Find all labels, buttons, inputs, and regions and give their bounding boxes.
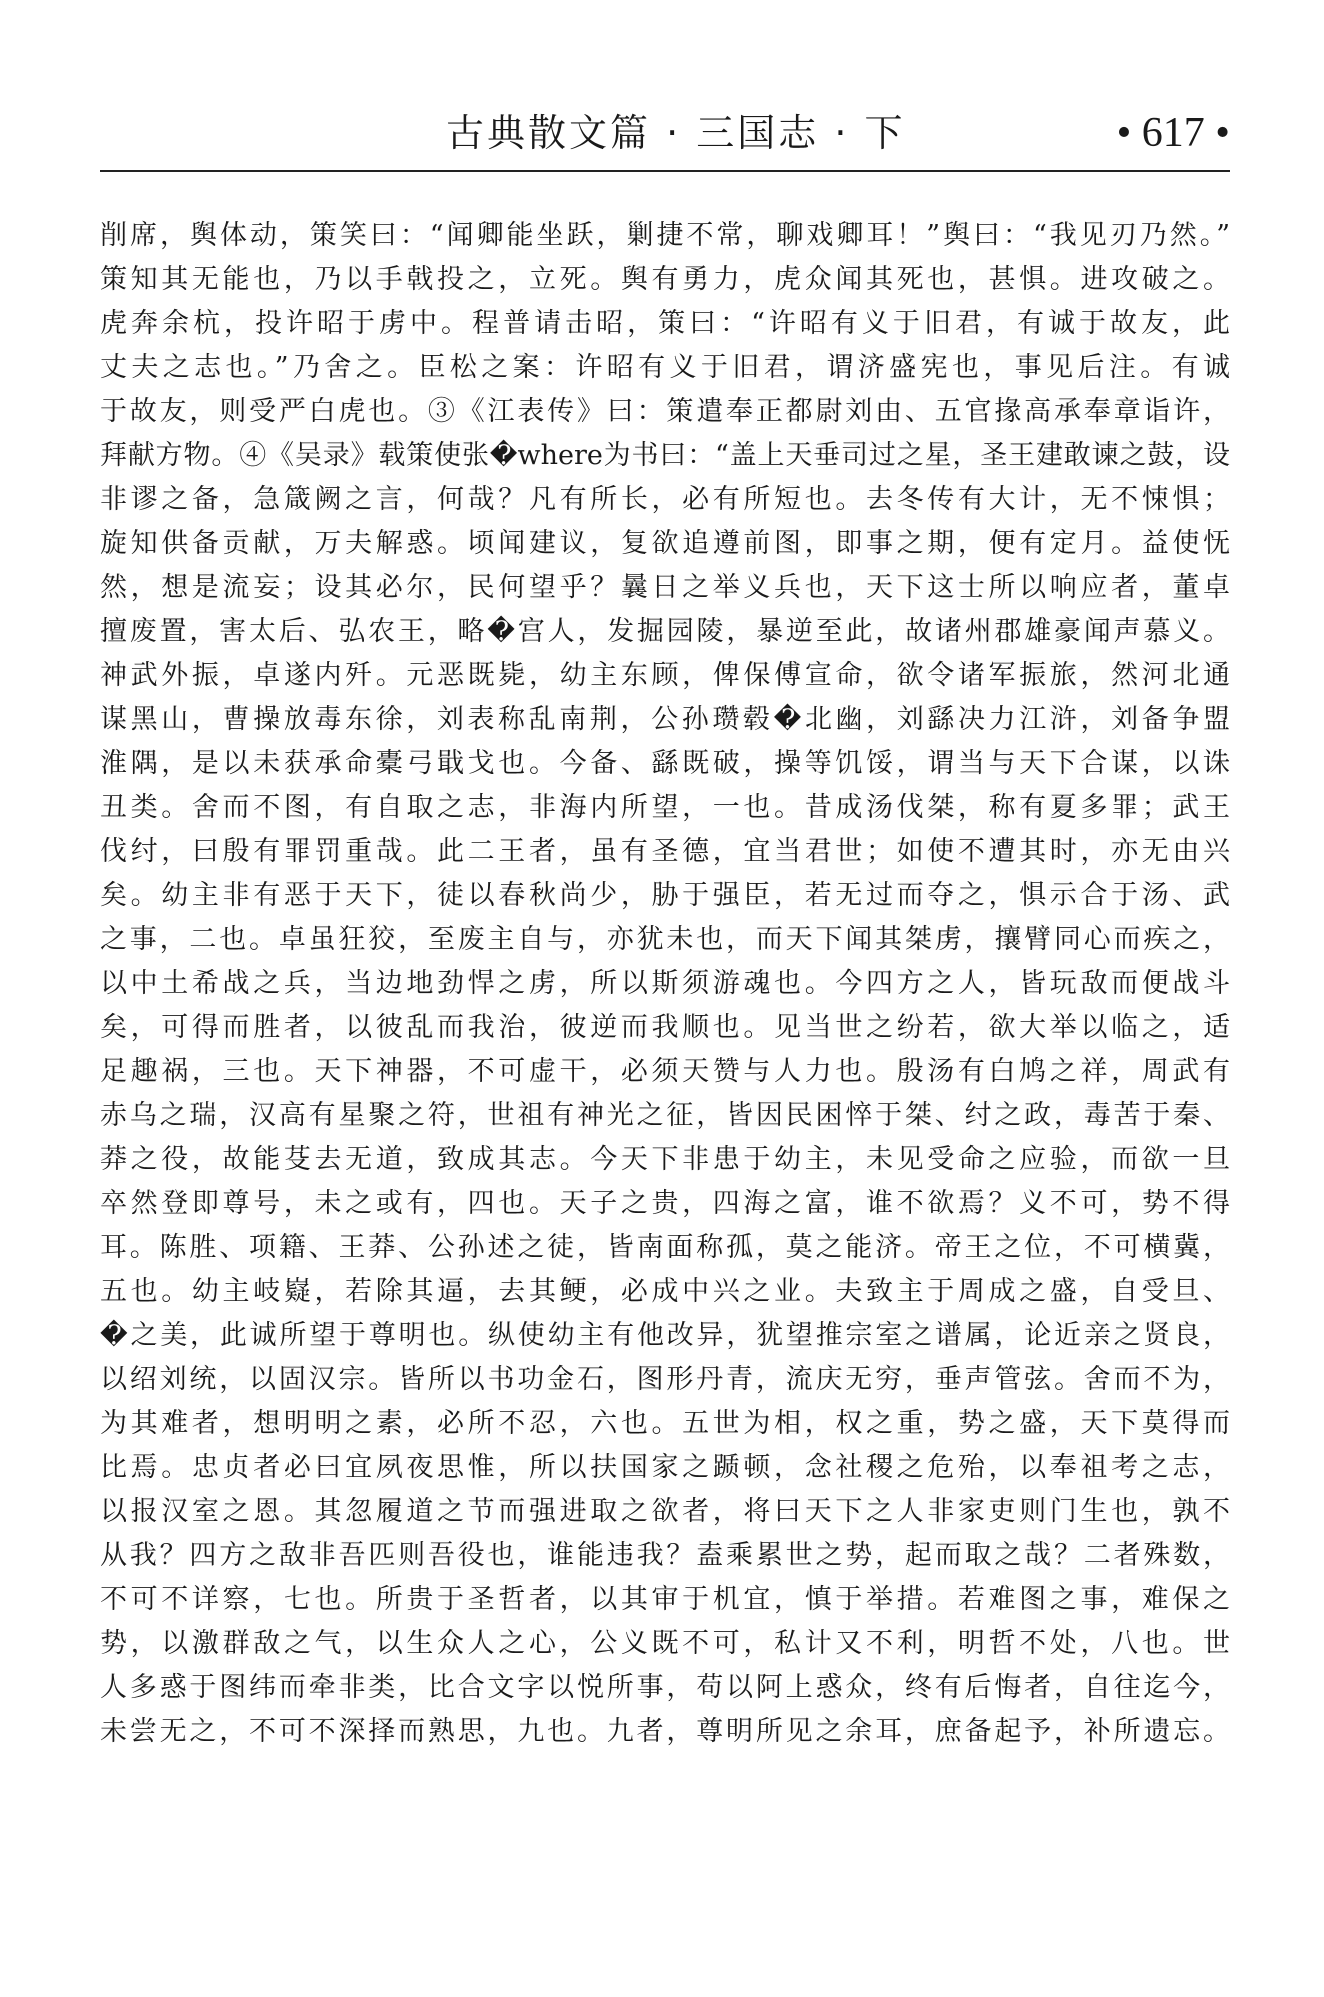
text-line: 比焉。忠贞者必曰宜夙夜思惟，所以扶国家之踬顿，念社稷之危殆，以奉祖考之志， <box>100 1452 1230 1483</box>
text-line: 非谬之备，急箴阙之言，何哉？凡有所长，必有所短也。去冬传有大计，无不悚惧； <box>100 484 1230 515</box>
text-line: 五也。幼主岐嶷，若除其逼，去其鲠，必成中兴之业。夫致主于周成之盛，自受旦、 <box>100 1276 1230 1307</box>
text-line: 然，想是流妄；设其必尔，民何望乎？曩日之举义兵也，天下这士所以响应者，董卓 <box>100 572 1230 603</box>
text-line: 神武外振，卓遂内歼。元恶既毙，幼主东顾，俾保傅宣命，欲令诸军振旅，然河北通 <box>100 660 1230 691</box>
text-line: 旋知供备贡献，万夫解惑。顷闻建议，复欲追遵前图，即事之期，便有定月。益使怃 <box>100 528 1230 559</box>
text-line: 谋黑山，曹操放毒东徐，刘表称乱南荆，公孙瓒毂�北幽，刘繇决力江浒，刘备争盟 <box>100 704 1230 735</box>
running-title: 古典散文篇 · 三国志 · 下 <box>446 111 906 155</box>
text-line: 未尝无之，不可不深择而熟思，九也。九者，尊明所见之余耳，庶备起予，补所遗忘。 <box>100 1716 1230 1747</box>
text-line: 不可不详察，七也。所贵于圣哲者，以其审于机宜，慎于举措。若难图之事，难保之 <box>100 1584 1230 1615</box>
page-header <box>100 100 1230 172</box>
text-line: 丑类。舍而不图，有自取之志，非海内所望，一也。昔成汤伐桀，称有夏多罪；武王 <box>100 792 1230 823</box>
text-line: 从我？四方之敌非吾匹则吾役也，谁能违我？盍乘累世之势，起而取之哉？二者殊数， <box>100 1540 1230 1571</box>
text-line: �之美，此诚所望于尊明也。纵使幼主有他改异，犹望推宗室之谱属，论近亲之贤良， <box>100 1320 1230 1351</box>
text-line: 莽之役，故能芟去无道，致成其志。今天下非患于幼主，未见受命之应验，而欲一旦 <box>100 1144 1230 1175</box>
text-line: 矣。幼主非有恶于天下，徒以春秋尚少，胁于强臣，若无过而夺之，惧示合于汤、武 <box>100 880 1230 911</box>
text-line: 人多惑于图纬而牵非类，比合文字以悦所事，苟以阿上惑众，终有后悔者，自往迄今， <box>100 1672 1230 1703</box>
text-line: 以中土希战之兵，当边地劲悍之虏，所以斯须游魂也。今四方之人，皆玩敌而便战斗 <box>100 968 1230 999</box>
text-line: 拜献方物。④《吴录》载策使张�where为书曰：“盖上天垂司过之星，圣王建敢谏之鼓，设 <box>100 440 1230 471</box>
text-line: 矣，可得而胜者，以彼乱而我治，彼逆而我顺也。见当世之纷若，欲大举以临之，适 <box>100 1012 1230 1043</box>
header-rule <box>100 170 1230 172</box>
text-line: 以报汉室之恩。其忽履道之节而强进取之欲者，将曰天下之人非家吏则门生也，孰不 <box>100 1496 1230 1527</box>
text-line: 擅废置，害太后、弘农王，略�宫人，发掘园陵，暴逆至此，故诸州郡雄豪闻声慕义。 <box>100 616 1230 647</box>
text-line: 伐纣，曰殷有罪罚重哉。此二王者，虽有圣德，宜当君世；如使不遭其时，亦无由兴 <box>100 836 1230 867</box>
text-line: 势，以激群敌之气，以生众人之心，公义既不可，私计又不利，明哲不处，八也。世 <box>100 1628 1230 1659</box>
page-number: • 617 • <box>1116 110 1230 156</box>
text-line: 以绍刘统，以固汉宗。皆所以书功金石，图形丹青，流庆无穷，垂声管弦。舍而不为， <box>100 1364 1230 1395</box>
text-line: 削席，舆体动，策笑曰：“闻卿能坐跃，剿捷不常，聊戏卿耳！”舆曰：“我见刃乃然。” <box>100 220 1230 251</box>
text-line: 丈夫之志也。”乃舍之。臣松之案：许昭有义于旧君，谓济盛宪也，事见后注。有诚 <box>100 352 1230 383</box>
text-line: 淮隅，是以未获承命橐弓戢戈也。今备、繇既破，操等饥馁，谓当与天下合谋，以诛 <box>100 748 1230 779</box>
body-text <box>100 214 1230 1754</box>
text-line: 赤乌之瑞，汉高有星聚之符，世祖有神光之征，皆因民困悴于桀、纣之政，毒苦于秦、 <box>100 1100 1230 1131</box>
text-line: 为其难者，想明明之素，必所不忍，六也。五世为相，权之重，势之盛，天下莫得而 <box>100 1408 1230 1439</box>
text-line: 策知其无能也，乃以手戟投之，立死。舆有勇力，虎众闻其死也，甚惧。进攻破之。 <box>100 264 1230 295</box>
text-line: 之事，二也。卓虽狂狡，至废主自与，亦犹未也，而天下闻其桀虏，攘臂同心而疾之， <box>100 924 1230 955</box>
text-line: 于故友，则受严白虎也。③《江表传》曰：策遣奉正都尉刘由、五官掾高承奉章诣许， <box>100 396 1230 427</box>
text-line: 卒然登即尊号，未之或有，四也。天子之贵，四海之富，谁不欲焉？义不可，势不得 <box>100 1188 1230 1219</box>
text-line: 虎奔余杭，投许昭于虏中。程普请击昭，策曰：“许昭有义于旧君，有诚于故友，此 <box>100 308 1230 339</box>
text-line: 足趣祸，三也。天下神器，不可虚干，必须天赞与人力也。殷汤有白鸠之祥，周武有 <box>100 1056 1230 1087</box>
text-line: 耳。陈胜、项籍、王莽、公孙述之徒，皆南面称孤，莫之能济。帝王之位，不可横冀， <box>100 1232 1230 1263</box>
